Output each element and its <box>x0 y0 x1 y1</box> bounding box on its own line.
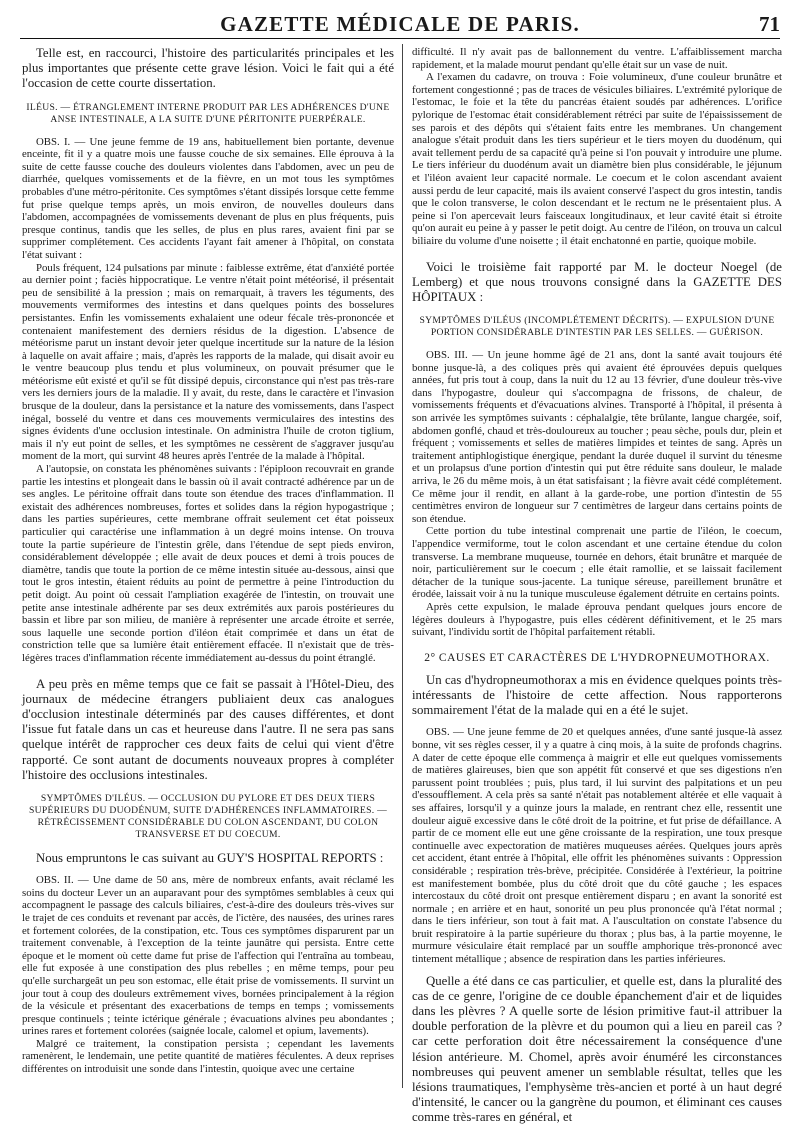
intro-paragraph: Telle est, en raccourci, l'histoire des particularités principales et les plus importantes que présente cette grave lésion. Voici le fait qui a été l'occasion de cette courte dissertation. <box>22 46 394 91</box>
case-heading-ileus: ILÉUS. — ÉTRANGLEMENT INTERNE PRODUIT PAR LES ADHÉRENCES D'UNE ANSE INTESTINALE, A LA SUITE D'UNE PÉRITONITE PUERPÉRALE. <box>26 101 390 125</box>
question-paragraph: Quelle a été dans ce cas particulier, et quelle est, dans la pluralité des cas de ce genre, l'origine de ce double épanchement d'air et de liquides dans les plèvres ? A quelle sorte de lésion primitive faut-il attribuer la double perforation de la plèvre et du poumon qui a lieu en pareil cas ? car cette perforation doit être nécessairement la conséquence d'une lésion antérieure. M. Chomel, après avoir énuméré les circonstances nombreuses qui peuvent amener un semblable résultat, telles que les lésions traumatiques, l'emphysème très-ancien et porté à un haut degré d'intensité, le cancer ou la gangrène du poumon, et éliminant ces causes comme très-rares en général, et <box>412 973 782 1125</box>
guys-hospital-paragraph: Nous empruntons le cas suivant au GUY'S HOSPITAL REPORTS : <box>36 850 384 865</box>
page-header <box>20 10 780 39</box>
hydropneumothorax-intro: Un cas d'hydropneumothorax a mis en évidence quelques points très-intéressants de l'histoire de cette affection. Nous rapporterons sommairement l'état de la malade qui en a été le sujet. <box>412 672 782 718</box>
observation-3-recovery: Après cette expulsion, le malade éprouva pendant quelques jours encore de légères douleurs à l'hypogastre, puis elles cédèrent définitivement, et le 25 mars suivant, l'individu sortit de l'hôpital parfaitement rétabli. <box>412 600 782 639</box>
observation-2-treatment: Malgré ce traitement, la constipation persista ; cependant les lavements ramenèrent, le lendemain, une petite quantité de matières féculentes. A deux reprises différentes on introduisit une sonde dans l'intestin, quoique avec une certaine <box>22 1037 394 1076</box>
observation-3-description: Cette portion du tube intestinal comprenait une partie de l'iléon, le coecum, l'appendice vermiforme, tout le colon ascendant et une certaine étendue du colon transverse. La membrane muqueuse, tournée en dehors, était brunâtre et marquée de noir, particulièrement sur le coecum ; elle était ramollie, et se laissait facilement détacher de la tunique sous-jacente. La tunique séreuse, pareillement brunâtre et érodée, laissait voir à nu la tunique musculeuse également détruite en certains points. <box>412 525 782 601</box>
journal-title: GAZETTE MÉDICALE DE PARIS. <box>220 12 580 36</box>
observation-2-paragraph: OBS. II. — Une dame de 50 ans, mère de nombreux enfants, avait réclamé les soins du docteur Lever un an auparavant pour des symptômes semblables à ceux qui accompagnent le passage des calculs biliaires, c'est-à-dire des douleurs très-vives sur le trajet de ces conduits et revenant par accès, de l'ictère, des nausées, des urines rares et fortement colorées, de la constipation, etc. Tous ces symptômes disparurent par un traitement convenable, à l'exception de la teinte jaunâtre qui persista. Entre cette époque et le moment où cette dame fut prise de l'affection qui l'entraîna au tombeau, elle fut exposée à une constipation des plus rebelles ; en même temps, pour peu qu'elle surchargeât un peu son estomac, elle était prise de vomissements. Il survint un jour tout à coup des douleurs extrêmement vives, bornées principalement à la région de la vésicule et présentant des exacerbations de temps en temps ; vomissements presque continuels ; teinte ictérique générale ; évacuations alvines peu abondantes ; urines rares et fortement colorées (saignée locale, calomel et opium, lavements). <box>22 874 394 1038</box>
observation-2-continued: difficulté. Il n'y avait pas de ballonnement du ventre. L'affaiblissement marcha rapidement, et la malade mourut pendant qu'elle était sur un vase de nuit. <box>412 46 782 71</box>
page-number: 71 <box>759 12 780 36</box>
observation-1-symptoms: Pouls fréquent, 124 pulsations par minute : faiblesse extrême, état d'anxiété portée au dernier point ; faciès hippocratique. Le ventre n'était point météorisé, il présentait peu de sensibilité à la pression ; mais on remarquait, à travers les téguments, des mouvements vermiformes des intestins et dans quelques points des bosselures persistantes. Enfin les vomissements exhalaient une odeur fécale très-prononcée et contenaient manifestement des derniers résidus de la digestion. L'absence de météorisme parut un instant devoir jeter quelque incertitude sur la nature de la lésion à laquelle on avait affaire ; mais, d'après les rapports de la malade, qui disait avoir eu le ventre beaucoup plus tendu et plus volumineux, on pouvait présumer que le météorisme eût existé et qu'il se fût dissipé depuis, circonstance qui n'est pas très-rare vers les derniers jours de la maladie. Il y avait, du reste, dans le caractère et l'invasion brusque de la douleur, dans la persistance et la nature des vomissements, dans l'aspect inégal, bosselé du ventre et dans ces mouvements vermiculaires des intestins des signes évidents d'une occlusion intestinale. On administra l'huile de croton tiglium, mais il n'y eut point de selles, et les symptômes ne cessèrent de s'aggraver jusqu'au moment de la mort, qui survint 48 heures après l'entrée de la malade à l'hôpital. <box>22 261 394 463</box>
observation-hydropneumothorax: OBS. — Une jeune femme de 20 et quelques années, d'une santé jusque-là assez bonne, vit ses règles cesser, il y a quatre à cinq mois, à la suite de profonds chagrins. A dater de cette époque elle commença à maigrir et elle eut quelques vomissements de matières glaireuses, bien que son appétit fût conservé et que ses digestions n'en parussent point troublées ; puis, plus tard, il lui survint des palpitations et un peu d'essoufflement. A cela près sa santé n'était pas notablement altérée et elle vaquait à ses affaires, lorsqu'il y a quinze jours la malade, en rentrant chez elle, ressentit une douleur aiguë excessive dans le côté droit de la poitrine, et fut prise de défaillance. A partir de ce moment elle eut une gêne croissante de la respiration, une toux presque continuelle avec expectoration de matières muqueuses aérées. Quelques jours après cet accident, étant entrée à l'hôpital, elle offrit les phénomènes suivants : Oppression considérable ; respiration très-brève, précipitée. Considérée à l'extérieur, la poitrine est manifestement bombée, plus du côté droit que du côté gauche ; les espaces intercostaux du côté droit ont presque entièrement disparu ; en avant la sonorité est normale ; en arrière et en haut, sonorité un peu plus prononcée qu'à l'état normal ; dans le tiers inférieur, son tout à fait mat. A l'auscultation on constate l'absence du bruit respiratoire à la partie supérieure du thorax ; plus bas, à la partie moyenne, le murmure vésiculaire était remplacé par un souffle amphorique très-prononcé avec tintement métallique ; absence de respiration dans les parties inférieures. <box>412 726 782 966</box>
observation-2-examination: A l'examen du cadavre, on trouva : Foie volumineux, d'une couleur brunâtre et fortement congestionné ; pas de traces de vésicules biliaires. L'extrémité pylorique de l'estomac, le foie et la tête du pancréas étaient soudés par adhérences. L'orifice pylorique de l'estomac était considérablement rétréci par suite de l'épaississement de ses parois et des dépôts qui s'étaient faits entre les membranes. Un changement analogue s'était produit dans les tiers supérieur et le tiers moyen du duodénum, qui avait tellement perdu de sa capacité qu'à peine si l'on pouvait y introduire une plume. Le tiers inférieur du duodénum avait un diamètre bien plus considérable, le jéjunum et l'iléon avaient leur capacité normale. Le coecum et le colon ascendant avaient aussi perdu de leur capacité, mais ils avaient conservé l'aspect du gros intestin, tandis que le colon transverse, le colon descendant et le rectum ne le présentaient plus. A peine si l'on apercevait leurs faisceaux longitudinaux, et leur cavité était si étroite qu'on aurait eu peine à y passer le petit doigt. Au centre de l'iléon, on trouva un calcul biliaire du volume d'une noisette ; il était enchatonné en partie, quoique mobile. <box>412 71 782 247</box>
section-heading-hydropneumothorax: 2° CAUSES ET CARACTÈRES DE L'HYDROPNEUMOTHORAX. <box>424 651 770 664</box>
observation-1-autopsy: A l'autopsie, on constata les phénomènes suivants : l'épiploon recouvrait en grande partie les intestins et plongeait dans le bassin où il avait contracté adhérence par un de ses angles. Le péritoine offrait dans toute son étendue des traces d'inflammation. Il existait des adhérences nombreuses, fortes et solides dans la région hypogastrique ; dans les parties supérieures, cette membrane offrait seulement cet état poisseux particulier qui caractérise une inflammation à un degré moins intense. On trouva toute la partie supérieure de l'intestin grêle, dans l'étendue de sept pieds environ, considérablement développée ; elle avait de deux pouces et demi à trois pouces de diamètre, tandis que toute la portion de ce même intestin située au-dessous, ainsi que tout le gros intestin, étaient réduits au point de permettre à peine l'introduction du petit doigt. Au point où cessait l'ampliation exagérée de l'intestin, on trouvait une petite anse intestinale adhérente par ses deux extrémités aux parois postérieures du bassin et libre par son milieu, de manière à représenter une arcade étroite et serrée, sous laquelle une seconde portion d'iléon était comprimée et dans un état de constriction telle que sa lumière était entièrement effacée. Il n'existait que de très-légères traces d'inflammation récente immédiatement au-dessus du point étranglé. <box>22 463 394 664</box>
case-heading-expulsion: SYMPTÔMES D'ILÉUS (INCOMPLÉTEMENT DÉCRITS). — EXPULSION D'UNE PORTION CONSIDÉRABLE D'INTESTIN PAR LES SELLES. — GUÉRISON. <box>419 315 775 339</box>
column-divider <box>402 44 403 1088</box>
right-column <box>412 46 782 1125</box>
hotel-dieu-paragraph: A peu près en même temps que ce fait se passait à l'Hôtel-Dieu, des journaux de médecine étrangers publiaient deux cas analogues d'occlusion intestinale déterminés par des causes différentes, et dont l'issue fut fatale dans un cas et heureuse dans l'autre. Il ne sera pas sans quelque intérêt de rapprocher ces deux faits de celui qui vient d'être rapporté. Ce sont autant de documents nouveaux propres à compléter l'histoire des occlusions intestinales. <box>22 676 394 782</box>
observation-1-paragraph: OBS. I. — Une jeune femme de 19 ans, habituellement bien portante, devenue enceinte, fit il y a quatre mois une fausse couche de six semaines. Elle éprouva à la suite de cette fausse couche des douleurs violentes dans l'abdomen, avec un peu de diarrhée, quelques vomissements et de la fièvre, en un mot tous les symptômes probables d'une métro-péritonite. Ces symptômes s'étant dissipés lorsque cette femme fut prise quelque temps après, un mois environ, de nouvelles douleurs dans l'abdomen, accompagnées de vomissements devenant de plus en plus fréquents, puis presque continus, tandis que les selles, de plus en plus rares, avaient fini par se supprimer complétement. Ces accidents l'ayant fait amener à l'hôpital, on constata l'état suivant : <box>22 135 394 261</box>
left-column <box>22 46 394 1086</box>
case-heading-pylorus: SYMPTÔMES D'ILÉUS. — OCCLUSION DU PYLORE ET DES DEUX TIERS SUPÉRIEURS DU DUODÉNUM, SUITE D'ADHÉRENCES INFLAMMATOIRES. — RÉTRÉCISSEMENT CONSIDÉRABLE DU COLON ASCENDANT, DU COLON TRANSVERSE ET DU COECUM. <box>28 792 387 840</box>
noegel-paragraph: Voici le troisième fait rapporté par M. le docteur Noegel (de Lemberg) et que nous trouvons consigné dans la GAZETTE DES HÔPITAUX : <box>412 259 782 304</box>
observation-3-paragraph: OBS. III. — Un jeune homme âgé de 21 ans, dont la santé avait toujours été bonne jusque-là, a des coliques près qui avaient été éprouvées depuis quelques années, fut pris tout à coup, dans la nuit du 12 au 13 février, d'une douleur très-vive dans l'hypogastre, douleur qui s'accompagna de frissons, de chaleur, de vomissements fréquents et d'évacuations alvines. Transporté à l'hôpital, il présenta à son arrivée les symptômes suivants : céphalalgie, tête brûlante, langue chargée, soif, abdomen gonflé, chaud et très-douloureux au toucher ; peau sèche, pouls dur, plein et fréquent ; vomissements et selles de matières limpides et teintes de sang. Après un traitement antiphlogistique énergique, pendant la durée duquel il survint du ténesme et un prolapsus d'une portion d'intestin qui put être réduite sans douleur, le malade arriva, le 26 du même mois, à un état satisfaisant ; la fièvre avait cédé complétement. Ce même jour il rendit, en allant à la garde-robe, une portion d'intestin de 55 centimètres environ de longueur sur 7 centimètres de largeur dans certains points de son étendue. <box>412 349 782 525</box>
